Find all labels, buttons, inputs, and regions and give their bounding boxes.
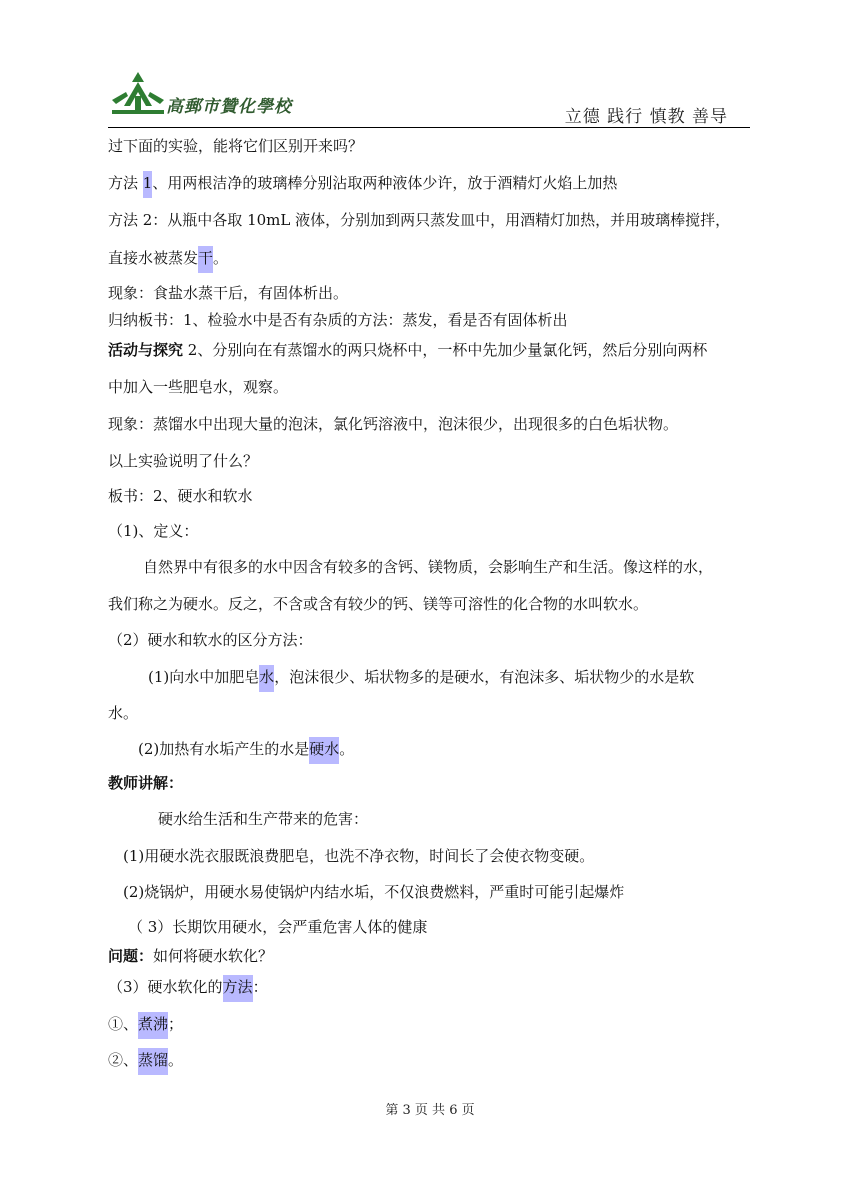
text-line: 板书：2、硬水和软水 xyxy=(108,487,253,505)
text-line xyxy=(108,1013,183,1035)
section-label: 问题： xyxy=(108,947,154,965)
text-line: 我们称之为硬水。反之，不含或含有较少的钙、镁等可溶性的化合物的水叫软水。 xyxy=(108,595,649,613)
text-line: 方法 2：从瓶中各取 10mL 液体，分别加到两只蒸发皿中，用酒精灯加热，并用玻璃棒搅拌， xyxy=(108,211,731,229)
text-line xyxy=(108,976,268,998)
text-line: 现象：食盐水蒸干后，有固体析出。 xyxy=(108,284,349,302)
text-line: (2)烧锅炉，用硬水易使锅炉内结水垢，不仅浪费燃料，严重时可能引起爆炸 xyxy=(123,883,625,901)
highlight: 硬水 xyxy=(309,737,339,764)
text-line xyxy=(108,945,273,967)
section-label: 活动与探究 xyxy=(108,341,184,359)
text-segment: 方法 xyxy=(108,174,143,192)
text-segment: 、用两根洁净的玻璃棒分别沾取两种液体少许，放于酒精灯火焰上加热 xyxy=(152,174,618,192)
text-line: 水。 xyxy=(108,704,139,722)
text-line: 以上实验说明了什么？ xyxy=(108,452,259,470)
page-header xyxy=(108,70,750,128)
page-number: 第 3 页 共 6 页 xyxy=(385,1103,475,1118)
text-segment: ②、 xyxy=(108,1051,139,1069)
text-line: 自然界中有很多的水中因含有较多的含钙、镁物质，会影响生产和生活。像这样的水， xyxy=(143,558,714,576)
text-line xyxy=(108,247,228,269)
highlight: 1 xyxy=(143,171,153,198)
text-segment: 。 xyxy=(168,1051,184,1069)
text-segment: ： xyxy=(252,978,268,996)
highlight: 干 xyxy=(198,246,213,273)
highlight: 煮沸 xyxy=(138,1012,168,1039)
section-label: 教师讲解： xyxy=(108,774,184,792)
text-segment: 2、分别向在有蒸馏水的两只烧杯中，一杯中先加少量氯化钙，然后分别向两杯 xyxy=(183,341,708,359)
header-divider xyxy=(108,127,750,128)
text-segment: 直接水被蒸发 xyxy=(108,249,199,267)
text-segment: 。 xyxy=(339,740,355,758)
school-logo xyxy=(108,70,168,116)
school-name: 高郵市贊化學校 xyxy=(166,97,292,117)
text-segment: ①、 xyxy=(108,1015,139,1033)
text-segment: 。 xyxy=(213,249,229,267)
text-line xyxy=(108,339,707,361)
text-line: （2）硬水和软水的区分方法： xyxy=(108,631,313,649)
text-line: 硬水给生活和生产带来的危害： xyxy=(158,810,369,828)
text-segment: （3）硬水软化的 xyxy=(108,978,223,996)
text-line xyxy=(108,172,617,194)
text-segment: ； xyxy=(168,1015,184,1033)
text-line: 归纳板书：1、检验水中是否有杂质的方法：蒸发，看是否有固体析出 xyxy=(108,311,568,329)
text-segment: (2)加热有水垢产生的水是 xyxy=(138,740,310,758)
highlight: 水 xyxy=(259,665,274,692)
highlight: 蒸馏 xyxy=(138,1048,168,1075)
text-line: 中加入一些肥皂水，观察。 xyxy=(108,378,289,396)
text-segment: ，泡沫很少、垢状物多的是硬水，有泡沫多、垢状物少的水是软 xyxy=(274,668,695,686)
text-line xyxy=(148,666,694,688)
highlight: 方法 xyxy=(223,975,253,1002)
text-segment: 如何将硬水软化？ xyxy=(153,947,274,965)
text-line: (1)用硬水洗衣服既浪费肥皂，也洗不净衣物，时间长了会使衣物变硬。 xyxy=(123,847,595,865)
text-line: （1)、定义： xyxy=(108,522,199,540)
text-line xyxy=(108,1049,183,1071)
text-segment: (1)向水中加肥皂 xyxy=(148,668,260,686)
school-motto: 立德 践行 慎教 善导 xyxy=(564,107,728,127)
text-line xyxy=(138,738,354,760)
text-line: （ 3）长期饮用硬水，会严重危害人体的健康 xyxy=(128,918,428,936)
text-line: 现象：蒸馏水中出现大量的泡沫，氯化钙溶液中，泡沫很少，出现很多的白色垢状物。 xyxy=(108,415,679,433)
text-line: 过下面的实验，能将它们区别开来吗？ xyxy=(108,137,364,155)
